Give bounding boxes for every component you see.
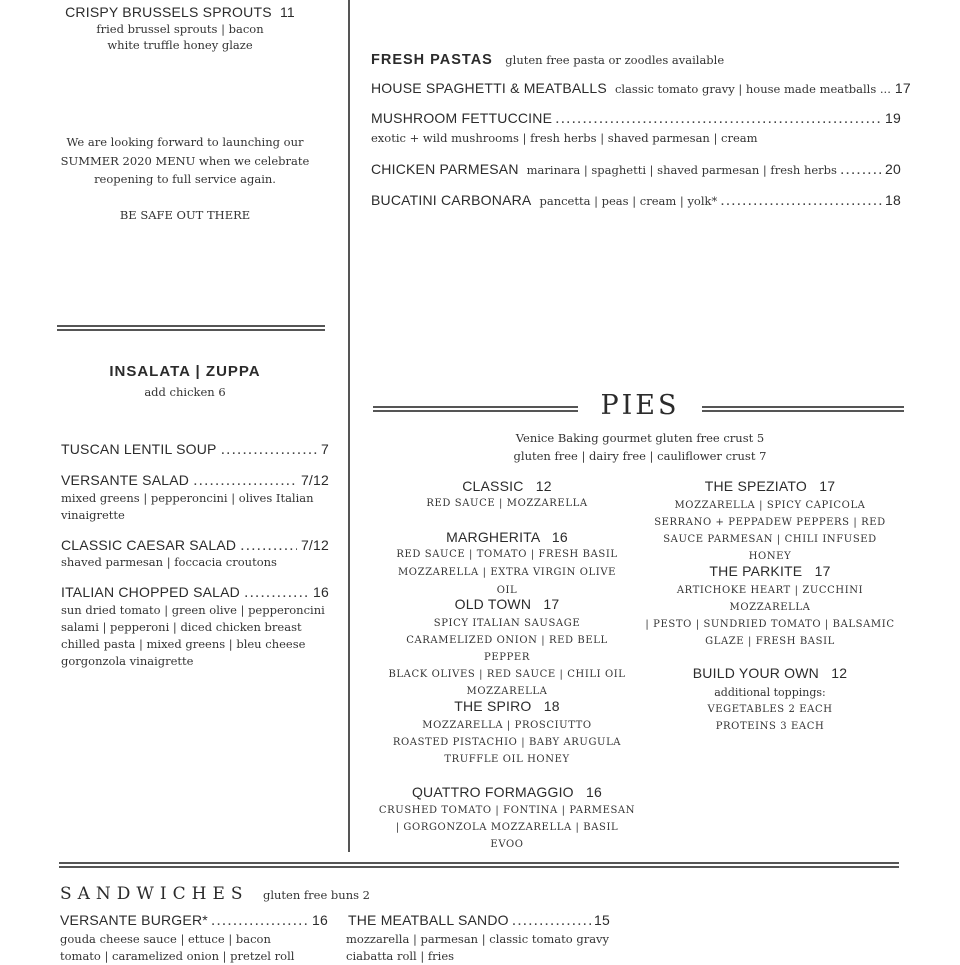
section-note: gluten free pasta or zoodles available <box>505 53 725 67</box>
pastas-heading <box>371 51 724 69</box>
item-price: 11 <box>279 4 295 20</box>
desc-line: gouda cheese sauce | ettuce | bacon <box>60 932 271 946</box>
menu-item <box>61 472 329 490</box>
pie-ingredients: RED SAUCE | TOMATO | FRESH BASIL <box>396 549 618 560</box>
notice-line: reopening to full service again. <box>94 172 276 186</box>
pie-ingredients: BLACK OLIVES | RED SAUCE | CHILI OIL <box>388 669 626 680</box>
item-price: 7 <box>321 441 329 457</box>
notice-line: SUMMER 2020 MENU when we celebrate <box>60 153 310 168</box>
desc-line: tomato | caramelized onion | pretzel roll <box>60 949 295 963</box>
pie-ingredients: MOZZARELLA <box>466 686 548 697</box>
item-name: HOUSE SPAGHETTI & MEATBALLS <box>371 80 607 96</box>
desc-line: vinaigrette <box>61 508 125 522</box>
pie-ingredients: RED SAUCE | MOZZARELLA <box>426 498 588 509</box>
pies-note <box>440 429 840 465</box>
pie-title: THE SPEZIATO 17 <box>704 478 836 494</box>
pie-title: CLASSIC 12 <box>462 478 552 494</box>
item-name: BUCATINI CARBONARA <box>371 192 532 208</box>
pie-ingredients: | GORGONZOLA MOZZARELLA | BASIL <box>395 822 619 833</box>
pie-item <box>645 478 895 565</box>
pie-ingredients: MOZZARELLA | SPICY CAPICOLA <box>674 500 866 511</box>
item-desc <box>61 602 325 670</box>
pie-title: BUILD YOUR OWN 12 <box>692 665 848 681</box>
section-note: gluten free buns 2 <box>262 888 370 902</box>
desc-line: ciabatta roll | fries <box>346 949 455 963</box>
item-price: 17 <box>894 80 911 96</box>
item-desc: white truffle honey glaze <box>107 38 253 52</box>
pie-ingredients: CRUSHED TOMATO | FONTINA | PARMESAN <box>378 805 636 816</box>
item-desc: shaved parmesan | foccacia croutons <box>61 555 277 569</box>
pie-item <box>377 784 637 853</box>
pie-ingredients: ARTICHOKE HEART | ZUCCHINI MOZZARELLA <box>676 585 864 613</box>
item-name: ITALIAN CHOPPED SALAD <box>61 584 240 600</box>
desc-line: sun dried tomato | green olive | pepperoncini <box>61 603 325 617</box>
item-name: VERSANTE BURGER* <box>60 912 208 928</box>
pie-ingredients: CARAMELIZED ONION | RED BELL PEPPER <box>406 635 608 663</box>
pie-ingredients: MOZZARELLA | PROSCIUTTO <box>422 720 592 731</box>
item-price: 7/12 <box>300 537 329 553</box>
menu-item <box>60 912 328 930</box>
sandwiches-heading <box>60 884 370 904</box>
pie-item <box>387 528 627 600</box>
insalata-heading <box>60 363 310 399</box>
pie-ingredients: EVOO <box>490 839 524 850</box>
note-line: gluten free | dairy free | cauliflower crust 7 <box>513 449 767 463</box>
item-price: 7/12 <box>300 472 329 488</box>
pie-ingredients: ROASTED PISTACHIO | BABY ARUGULA <box>392 737 622 748</box>
menu-item <box>371 192 901 210</box>
item-name: CLASSIC CAESAR SALAD <box>61 537 237 553</box>
pie-item <box>645 563 895 650</box>
item-desc: marinara | spaghetti | shaved parmesan | fresh herbs <box>526 163 837 177</box>
pies-rule-left <box>373 406 578 412</box>
item-price: 16 <box>312 912 328 928</box>
item-desc: pancetta | peas | cream | yolk* <box>539 194 718 208</box>
item-price: 16 <box>313 584 329 600</box>
section-title: INSALATA | ZUPPA <box>109 363 261 380</box>
pie-ingredients: SERRANO + PEPPADEW PEPPERS | RED <box>654 517 886 528</box>
item-price: 15 <box>594 912 610 928</box>
pies-rule-right <box>702 406 904 412</box>
menu-item <box>348 912 610 930</box>
menu-item <box>61 584 329 602</box>
item-name: MUSHROOM FETTUCCINE <box>371 110 553 126</box>
item-price: 18 <box>885 192 901 208</box>
desc-line: chilled pasta | mixed greens | bleu cheese <box>61 637 306 651</box>
menu-item <box>61 537 329 555</box>
item-desc: fried brussel sprouts | bacon <box>96 22 264 36</box>
section-title: SANDWICHES <box>60 884 249 904</box>
pie-ingredients: additional toppings: <box>714 686 826 699</box>
notice-line: BE SAFE OUT THERE <box>119 207 251 222</box>
item-price: 19 <box>885 110 901 126</box>
item-name: CRISPY BRUSSELS SPROUTS <box>65 4 272 20</box>
pie-ingredients: PROTEINS 3 EACH <box>715 721 825 732</box>
menu-item <box>371 80 911 96</box>
section-title: FRESH PASTAS <box>371 52 493 68</box>
pie-item <box>645 665 895 735</box>
desc-line: gorgonzola vinaigrette <box>61 654 194 668</box>
menu-item <box>61 441 329 459</box>
pie-item <box>387 698 627 768</box>
note-line: Venice Baking gourmet gluten free crust 5 <box>515 431 765 445</box>
notice-line: We are looking forward to launching our <box>66 135 304 149</box>
pie-title: OLD TOWN 17 <box>454 596 560 612</box>
pie-title: MARGHERITA 16 <box>446 529 568 545</box>
item-name: THE MEATBALL SANDO <box>348 912 509 928</box>
item-desc: exotic + wild mushrooms | fresh herbs | shaved parmesan | cream <box>371 131 758 145</box>
desc-line: mozzarella | parmesan | classic tomato gravy <box>346 932 610 946</box>
pie-title: THE SPIRO 18 <box>454 698 560 714</box>
pie-ingredients: | PESTO | SUNDRIED TOMATO | BALSAMIC <box>645 619 895 630</box>
pie-ingredients: MOZZARELLA | EXTRA VIRGIN OLIVE OIL <box>397 567 617 596</box>
pie-item <box>387 596 627 700</box>
desc-line: mixed greens | pepperoncini | olives Italian <box>61 491 314 505</box>
section-divider <box>59 862 899 868</box>
pies-heading: PIES <box>600 390 680 421</box>
menu-item <box>371 161 901 179</box>
brussels-item <box>60 4 300 52</box>
vertical-divider <box>348 0 350 852</box>
pie-ingredients: GLAZE | FRESH BASIL <box>705 636 835 647</box>
item-name: TUSCAN LENTIL SOUP <box>61 441 217 457</box>
pie-title: QUATTRO FORMAGGIO 16 <box>411 784 603 800</box>
section-note: add chicken 6 <box>144 385 226 399</box>
pie-ingredients: SPICY ITALIAN SAUSAGE <box>433 618 581 629</box>
reopening-notice <box>40 133 330 224</box>
item-desc: classic tomato gravy | house made meatballs ... <box>614 82 891 96</box>
pie-item <box>387 478 627 509</box>
pie-ingredients: TRUFFLE OIL HONEY <box>444 754 570 765</box>
item-name: CHICKEN PARMESAN <box>371 161 519 177</box>
pie-ingredients: SAUCE PARMESAN | CHILI INFUSED HONEY <box>663 534 877 562</box>
section-divider <box>57 325 325 331</box>
pie-title: THE PARKITE 17 <box>709 563 831 579</box>
desc-line: salami | pepperoni | diced chicken breast <box>61 620 302 634</box>
pie-ingredients: VEGETABLES 2 EACH <box>707 704 833 715</box>
item-desc <box>61 490 314 524</box>
item-price: 20 <box>885 161 901 177</box>
item-name: VERSANTE SALAD <box>61 472 190 488</box>
menu-item <box>371 110 901 128</box>
